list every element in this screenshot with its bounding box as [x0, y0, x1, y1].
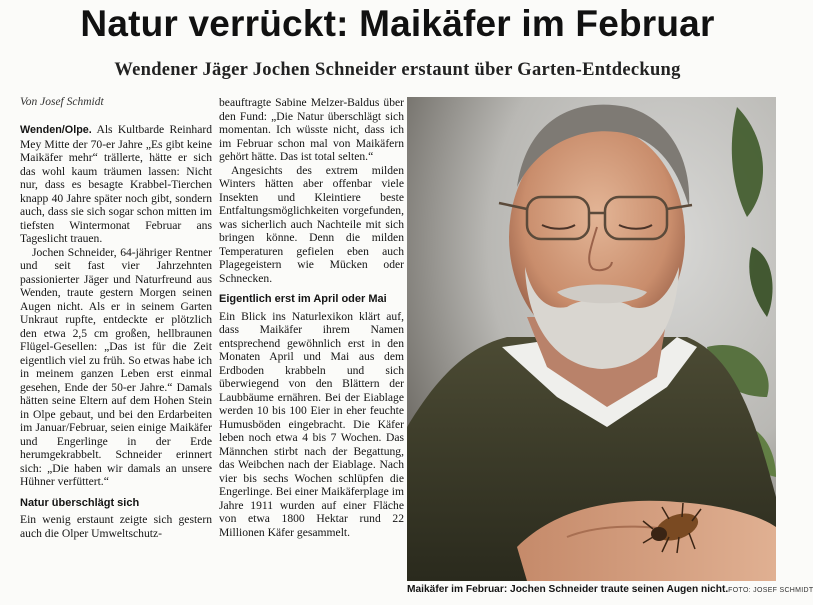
byline: Von Josef Schmidt: [20, 96, 104, 108]
paragraph-4: beauftragte Sabine Melzer-Baldus über den Fund: „Die Natur überschlägt sich momentan. Ich wüsste nicht, dass ich im Februar schon mal von Maikäfern gehört hätte. Das ist total selten.“: [219, 96, 404, 163]
article-photo: [407, 97, 776, 581]
caption-text: Maikäfer im Februar: Jochen Schneider traute seinen Augen nicht.: [407, 584, 729, 595]
paragraph-1-text: Als Kultbarde Reinhard Mey Mitte der 70-er Jahre „Es gibt keine Maikäfer mehr“ trällerte, hätte er sich das wohl kaum träumen lassen: Nicht nur, dass es besagte Krabbel-Tierchen knapp 40 Jahre später noch gibt, sondern auch, dass sie sich sogar schon mitten im tiefsten Wintermonat Februar ans Tageslicht trauen.: [20, 123, 212, 245]
paragraph-6: Ein Blick ins Naturlexikon klärt auf, dass Maikäfer ihrem Namen entsprechend gewöhnlich erst in den Monaten April und Mai aus dem Erdboden krabbeln und sich überwiegend von den Blättern der Laubbäume ernähren. Bei der Eiablage werden 10 bis 100 Eier in eher feuchte Humusböden eingebracht. Die Käfer leben noch etwa 4 bis 7 Wochen. Das Männchen stirbt nach der Begattung, das Weibchen nach der Eiablage. Nach vier bis sechs Wochen schlüpfen die Engerlinge. Bei einer Maikäferplage im Jahre 1911 wurden auf einer Fläche von etwa 1800 Hektar rund 22 Millionen Käfer gesammelt.: [219, 309, 404, 539]
photo-man-with-beetle: [407, 97, 776, 581]
dateline: Wenden/Olpe.: [20, 124, 92, 136]
photo-caption: [407, 584, 813, 595]
paragraph-3: Ein wenig erstaunt zeigte sich gestern auch die Olper Umweltschutz-: [20, 513, 212, 540]
headline: Natur verrückt: Maikäfer im Februar: [80, 3, 715, 44]
paragraph-2: Jochen Schneider, 64-jähriger Rentner und seit fast vier Jahrzehnten passionierter Jäger und Naturfreund aus Wenden, traute gestern Morgen seinen Augen nicht. Als er in seinem Garten Unkraut rupfte, entdeckte er plötzlich den etwa 2,5 cm großen, hellbraunen Flügel-Gesellen: „Das ist für die Zeit eigentlich viel zu früh. So etwas habe ich in meinem ganzen Leben erst einmal gesehen, Ende der 50-er Jahre.“ Damals hätten seine Eltern auf dem Hohen Stein in Olpe gebaut, und bei den Erdarbeiten im Januar/Februar, seien einige Maikäfer und Engerlinge in der Erde herumgekrabbelt. Schneider erinnert sich: „Die haben wir damals an unsere Hühner verfüttert.“: [20, 245, 212, 488]
text-column-1: [20, 123, 212, 540]
paragraph-1: [20, 123, 212, 246]
crosshead-2: Eigentlich erst im April oder Mai: [219, 293, 387, 305]
text-column-2: [219, 96, 404, 539]
subheadline: Wendener Jäger Jochen Schneider erstaunt über Garten-Entdeckung: [114, 60, 681, 80]
crosshead-1: Natur überschlägt sich: [20, 496, 140, 509]
paragraph-5: Angesichts des extrem milden Winters hätten aber offenbar viele Insekten und Kleintiere beste Entfaltungsmöglichkeiten vorgefunden, was sicherlich auch Nachteile mit sich bringen könne. Denn die milden Temperaturen gefielen eben auch Plagegeistern wie Mücken oder Schnecken.: [219, 163, 404, 285]
photo-credit: FOTO: JOSEF SCHMIDT: [728, 587, 813, 594]
